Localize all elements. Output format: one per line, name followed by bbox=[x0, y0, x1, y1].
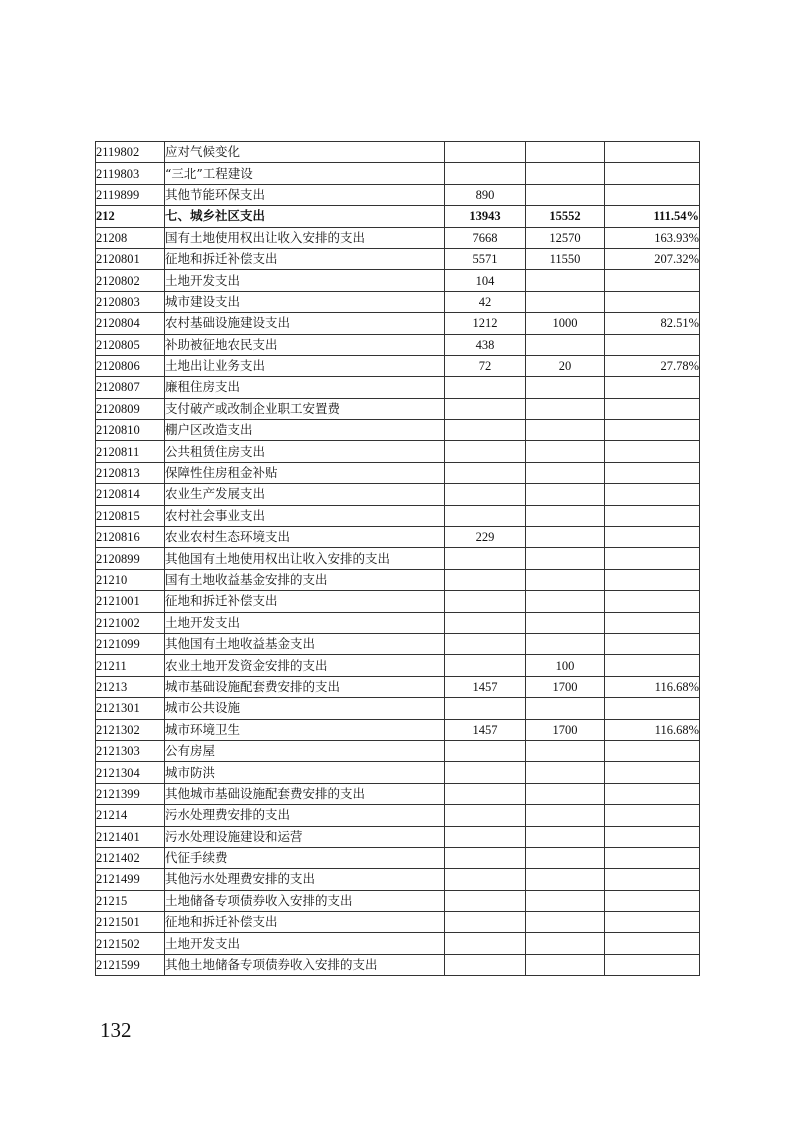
value-1-cell bbox=[445, 869, 526, 890]
value-2-cell bbox=[526, 484, 605, 505]
table-row bbox=[96, 612, 700, 633]
value-2-cell: 11550 bbox=[526, 248, 605, 269]
value-2-cell bbox=[526, 398, 605, 419]
ratio-cell bbox=[605, 420, 700, 441]
value-1-cell bbox=[445, 740, 526, 761]
code-cell: 2121499 bbox=[96, 869, 165, 890]
value-1-cell bbox=[445, 420, 526, 441]
ratio-cell bbox=[605, 484, 700, 505]
ratio-cell: 163.93% bbox=[605, 227, 700, 248]
ratio-cell bbox=[605, 163, 700, 184]
value-1-cell bbox=[445, 954, 526, 975]
code-cell: 2120806 bbox=[96, 355, 165, 376]
name-cell: 农业土地开发资金安排的支出 bbox=[165, 655, 445, 676]
table-row bbox=[96, 890, 700, 911]
table-row bbox=[96, 633, 700, 654]
name-cell: 土地开发支出 bbox=[165, 933, 445, 954]
ratio-cell bbox=[605, 826, 700, 847]
value-1-cell: 7668 bbox=[445, 227, 526, 248]
code-cell: 2120807 bbox=[96, 377, 165, 398]
code-cell: 2120810 bbox=[96, 420, 165, 441]
value-2-cell bbox=[526, 847, 605, 868]
ratio-cell: 116.68% bbox=[605, 719, 700, 740]
table-row bbox=[96, 377, 700, 398]
table-row bbox=[96, 398, 700, 419]
table-row bbox=[96, 591, 700, 612]
value-2-cell: 1700 bbox=[526, 719, 605, 740]
ratio-cell bbox=[605, 505, 700, 526]
table-row bbox=[96, 334, 700, 355]
name-cell: 支付破产或改制企业职工安置费 bbox=[165, 398, 445, 419]
ratio-cell bbox=[605, 270, 700, 291]
value-2-cell: 1700 bbox=[526, 676, 605, 697]
name-cell: 农村基础设施建设支出 bbox=[165, 313, 445, 334]
name-cell: 国有土地使用权出让收入安排的支出 bbox=[165, 227, 445, 248]
value-2-cell bbox=[526, 548, 605, 569]
name-cell: 征地和拆迁补偿支出 bbox=[165, 591, 445, 612]
value-2-cell bbox=[526, 612, 605, 633]
value-1-cell: 1212 bbox=[445, 313, 526, 334]
code-cell: 2120811 bbox=[96, 441, 165, 462]
ratio-cell bbox=[605, 762, 700, 783]
value-1-cell bbox=[445, 890, 526, 911]
code-cell: 2120804 bbox=[96, 313, 165, 334]
ratio-cell bbox=[605, 569, 700, 590]
code-cell: 2121402 bbox=[96, 847, 165, 868]
value-1-cell: 890 bbox=[445, 184, 526, 205]
ratio-cell bbox=[605, 548, 700, 569]
name-cell: 其他污水处理费安排的支出 bbox=[165, 869, 445, 890]
name-cell: 农村社会事业支出 bbox=[165, 505, 445, 526]
value-2-cell: 100 bbox=[526, 655, 605, 676]
code-cell: 2120814 bbox=[96, 484, 165, 505]
ratio-cell bbox=[605, 441, 700, 462]
value-2-cell bbox=[526, 505, 605, 526]
ratio-cell bbox=[605, 933, 700, 954]
value-1-cell: 104 bbox=[445, 270, 526, 291]
ratio-cell bbox=[605, 805, 700, 826]
value-2-cell: 12570 bbox=[526, 227, 605, 248]
name-cell: 污水处理设施建设和运营 bbox=[165, 826, 445, 847]
table-row bbox=[96, 762, 700, 783]
value-1-cell bbox=[445, 398, 526, 419]
ratio-cell bbox=[605, 142, 700, 163]
name-cell: 其他城市基础设施配套费安排的支出 bbox=[165, 783, 445, 804]
name-cell: 其他国有土地收益基金支出 bbox=[165, 633, 445, 654]
table-row bbox=[96, 227, 700, 248]
value-1-cell bbox=[445, 847, 526, 868]
value-1-cell bbox=[445, 163, 526, 184]
table-row bbox=[96, 484, 700, 505]
value-2-cell bbox=[526, 142, 605, 163]
name-cell: 征地和拆迁补偿支出 bbox=[165, 248, 445, 269]
table-row bbox=[96, 420, 700, 441]
name-cell: 廉租住房支出 bbox=[165, 377, 445, 398]
value-2-cell: 15552 bbox=[526, 206, 605, 227]
code-cell: 2120801 bbox=[96, 248, 165, 269]
value-1-cell bbox=[445, 462, 526, 483]
name-cell: 污水处理费安排的支出 bbox=[165, 805, 445, 826]
table-row bbox=[96, 933, 700, 954]
table-row bbox=[96, 740, 700, 761]
ratio-cell bbox=[605, 377, 700, 398]
value-2-cell bbox=[526, 933, 605, 954]
value-1-cell bbox=[445, 548, 526, 569]
code-cell: 2120815 bbox=[96, 505, 165, 526]
code-cell: 2121001 bbox=[96, 591, 165, 612]
value-2-cell bbox=[526, 334, 605, 355]
table-row bbox=[96, 954, 700, 975]
name-cell: 代征手续费 bbox=[165, 847, 445, 868]
table-row bbox=[96, 291, 700, 312]
table-row bbox=[96, 441, 700, 462]
table-row bbox=[96, 270, 700, 291]
table-row bbox=[96, 655, 700, 676]
budget-table-body bbox=[96, 142, 700, 976]
name-cell: “三北”工程建设 bbox=[165, 163, 445, 184]
table-row bbox=[96, 719, 700, 740]
value-2-cell bbox=[526, 869, 605, 890]
value-1-cell bbox=[445, 591, 526, 612]
value-2-cell bbox=[526, 462, 605, 483]
code-cell: 2121002 bbox=[96, 612, 165, 633]
name-cell: 城市环境卫生 bbox=[165, 719, 445, 740]
ratio-cell bbox=[605, 890, 700, 911]
name-cell: 城市基础设施配套费安排的支出 bbox=[165, 676, 445, 697]
value-1-cell: 229 bbox=[445, 527, 526, 548]
value-1-cell: 438 bbox=[445, 334, 526, 355]
code-cell: 2121302 bbox=[96, 719, 165, 740]
name-cell: 土地开发支出 bbox=[165, 612, 445, 633]
name-cell: 七、城乡社区支出 bbox=[165, 206, 445, 227]
name-cell: 公有房屋 bbox=[165, 740, 445, 761]
value-1-cell bbox=[445, 698, 526, 719]
ratio-cell bbox=[605, 869, 700, 890]
code-cell: 212 bbox=[96, 206, 165, 227]
ratio-cell bbox=[605, 633, 700, 654]
table-row bbox=[96, 206, 700, 227]
code-cell: 2120816 bbox=[96, 527, 165, 548]
name-cell: 征地和拆迁补偿支出 bbox=[165, 912, 445, 933]
code-cell: 2121304 bbox=[96, 762, 165, 783]
value-1-cell bbox=[445, 912, 526, 933]
value-2-cell: 20 bbox=[526, 355, 605, 376]
table-row bbox=[96, 462, 700, 483]
value-2-cell bbox=[526, 377, 605, 398]
value-2-cell bbox=[526, 420, 605, 441]
value-1-cell bbox=[445, 612, 526, 633]
value-1-cell: 42 bbox=[445, 291, 526, 312]
code-cell: 2119803 bbox=[96, 163, 165, 184]
table-row bbox=[96, 142, 700, 163]
code-cell: 2120803 bbox=[96, 291, 165, 312]
ratio-cell bbox=[605, 612, 700, 633]
ratio-cell: 116.68% bbox=[605, 676, 700, 697]
ratio-cell bbox=[605, 954, 700, 975]
value-1-cell: 72 bbox=[445, 355, 526, 376]
name-cell: 土地出让业务支出 bbox=[165, 355, 445, 376]
table-row bbox=[96, 313, 700, 334]
name-cell: 棚户区改造支出 bbox=[165, 420, 445, 441]
ratio-cell bbox=[605, 462, 700, 483]
value-1-cell: 13943 bbox=[445, 206, 526, 227]
code-cell: 2120805 bbox=[96, 334, 165, 355]
value-1-cell bbox=[445, 805, 526, 826]
table-row bbox=[96, 783, 700, 804]
table-row bbox=[96, 184, 700, 205]
value-2-cell bbox=[526, 912, 605, 933]
code-cell: 21213 bbox=[96, 676, 165, 697]
value-1-cell: 5571 bbox=[445, 248, 526, 269]
code-cell: 2121303 bbox=[96, 740, 165, 761]
ratio-cell bbox=[605, 698, 700, 719]
ratio-cell: 207.32% bbox=[605, 248, 700, 269]
value-2-cell bbox=[526, 762, 605, 783]
value-1-cell bbox=[445, 484, 526, 505]
code-cell: 21208 bbox=[96, 227, 165, 248]
value-2-cell bbox=[526, 890, 605, 911]
value-2-cell bbox=[526, 441, 605, 462]
value-1-cell bbox=[445, 783, 526, 804]
name-cell: 保障性住房租金补贴 bbox=[165, 462, 445, 483]
ratio-cell bbox=[605, 291, 700, 312]
value-1-cell: 1457 bbox=[445, 676, 526, 697]
name-cell: 其他节能环保支出 bbox=[165, 184, 445, 205]
table-row bbox=[96, 248, 700, 269]
ratio-cell bbox=[605, 912, 700, 933]
value-2-cell bbox=[526, 805, 605, 826]
code-cell: 2121099 bbox=[96, 633, 165, 654]
code-cell: 21211 bbox=[96, 655, 165, 676]
value-2-cell bbox=[526, 826, 605, 847]
ratio-cell bbox=[605, 334, 700, 355]
code-cell: 2120899 bbox=[96, 548, 165, 569]
table-row bbox=[96, 826, 700, 847]
ratio-cell: 27.78% bbox=[605, 355, 700, 376]
value-1-cell bbox=[445, 569, 526, 590]
table-row bbox=[96, 505, 700, 526]
name-cell: 农业生产发展支出 bbox=[165, 484, 445, 505]
name-cell: 公共租赁住房支出 bbox=[165, 441, 445, 462]
value-2-cell bbox=[526, 633, 605, 654]
code-cell: 2120802 bbox=[96, 270, 165, 291]
value-2-cell bbox=[526, 740, 605, 761]
table-row bbox=[96, 847, 700, 868]
value-2-cell bbox=[526, 270, 605, 291]
name-cell: 城市防洪 bbox=[165, 762, 445, 783]
table-row bbox=[96, 869, 700, 890]
code-cell: 2119899 bbox=[96, 184, 165, 205]
value-1-cell: 1457 bbox=[445, 719, 526, 740]
value-2-cell: 1000 bbox=[526, 313, 605, 334]
value-2-cell bbox=[526, 527, 605, 548]
value-1-cell bbox=[445, 441, 526, 462]
code-cell: 2120809 bbox=[96, 398, 165, 419]
name-cell: 国有土地收益基金安排的支出 bbox=[165, 569, 445, 590]
code-cell: 2121501 bbox=[96, 912, 165, 933]
name-cell: 其他国有土地使用权出让收入安排的支出 bbox=[165, 548, 445, 569]
value-1-cell bbox=[445, 655, 526, 676]
table-row bbox=[96, 569, 700, 590]
code-cell: 2121301 bbox=[96, 698, 165, 719]
value-2-cell bbox=[526, 291, 605, 312]
code-cell: 2121599 bbox=[96, 954, 165, 975]
name-cell: 土地开发支出 bbox=[165, 270, 445, 291]
ratio-cell bbox=[605, 655, 700, 676]
code-cell: 2119802 bbox=[96, 142, 165, 163]
page-number: 132 bbox=[100, 1018, 132, 1042]
table-row bbox=[96, 698, 700, 719]
ratio-cell bbox=[605, 398, 700, 419]
table-row bbox=[96, 548, 700, 569]
code-cell: 2121502 bbox=[96, 933, 165, 954]
name-cell: 土地储备专项债券收入安排的支出 bbox=[165, 890, 445, 911]
value-2-cell bbox=[526, 569, 605, 590]
ratio-cell bbox=[605, 740, 700, 761]
ratio-cell bbox=[605, 591, 700, 612]
value-1-cell bbox=[445, 933, 526, 954]
value-2-cell bbox=[526, 954, 605, 975]
ratio-cell: 111.54% bbox=[605, 206, 700, 227]
name-cell: 应对气候变化 bbox=[165, 142, 445, 163]
table-row bbox=[96, 527, 700, 548]
code-cell: 21214 bbox=[96, 805, 165, 826]
table-row bbox=[96, 912, 700, 933]
ratio-cell bbox=[605, 847, 700, 868]
value-1-cell bbox=[445, 377, 526, 398]
ratio-cell bbox=[605, 184, 700, 205]
code-cell: 2120813 bbox=[96, 462, 165, 483]
name-cell: 农业农村生态环境支出 bbox=[165, 527, 445, 548]
name-cell: 补助被征地农民支出 bbox=[165, 334, 445, 355]
table-row bbox=[96, 355, 700, 376]
value-2-cell bbox=[526, 163, 605, 184]
value-2-cell bbox=[526, 184, 605, 205]
name-cell: 城市公共设施 bbox=[165, 698, 445, 719]
ratio-cell bbox=[605, 783, 700, 804]
code-cell: 21215 bbox=[96, 890, 165, 911]
code-cell: 2121399 bbox=[96, 783, 165, 804]
code-cell: 21210 bbox=[96, 569, 165, 590]
value-1-cell bbox=[445, 826, 526, 847]
ratio-cell: 82.51% bbox=[605, 313, 700, 334]
name-cell: 城市建设支出 bbox=[165, 291, 445, 312]
value-2-cell bbox=[526, 783, 605, 804]
value-2-cell bbox=[526, 591, 605, 612]
value-1-cell bbox=[445, 142, 526, 163]
budget-table bbox=[95, 141, 700, 976]
table-row bbox=[96, 676, 700, 697]
ratio-cell bbox=[605, 527, 700, 548]
value-1-cell bbox=[445, 505, 526, 526]
value-1-cell bbox=[445, 762, 526, 783]
value-1-cell bbox=[445, 633, 526, 654]
name-cell: 其他土地储备专项债券收入安排的支出 bbox=[165, 954, 445, 975]
table-row bbox=[96, 163, 700, 184]
code-cell: 2121401 bbox=[96, 826, 165, 847]
table-row bbox=[96, 805, 700, 826]
value-2-cell bbox=[526, 698, 605, 719]
